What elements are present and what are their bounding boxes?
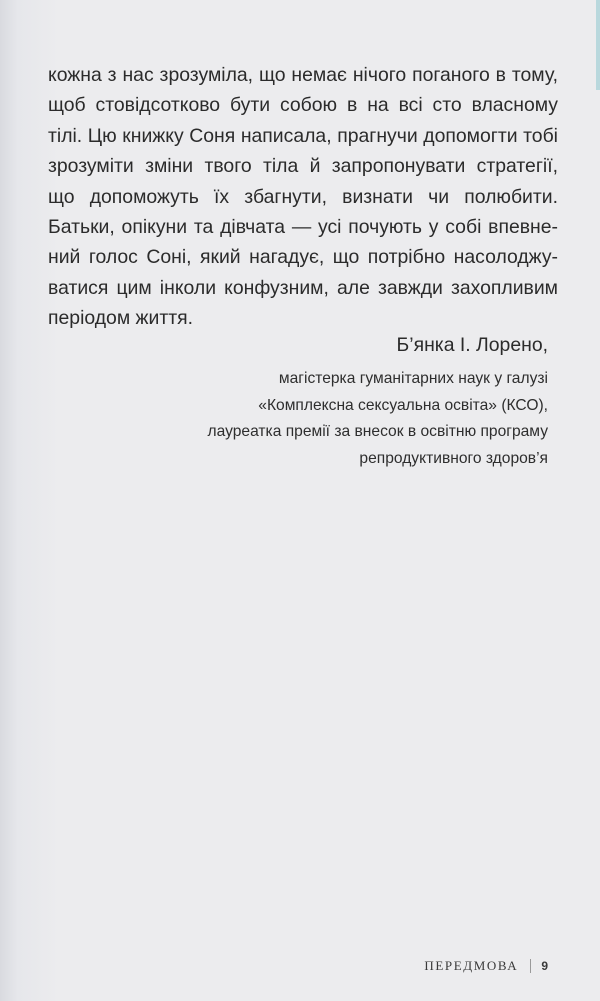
body-line: що допоможуть їх збагнути, визнати чи полюбити. (48, 185, 558, 208)
author-title-line: репродуктивного здоров’я (359, 449, 548, 467)
signature-block (208, 330, 549, 472)
body-line: щоб стовідсотково бути собою в на всі сто власному (48, 94, 558, 117)
body-line: Батьки, опікуни та дівчата — усі почують у собі впевне- (48, 216, 558, 239)
page-number: 9 (541, 959, 548, 973)
page-edge-strip (596, 0, 600, 90)
section-title: ПЕРЕДМОВА (424, 958, 519, 973)
body-line: кожна з нас зрозуміла, що немає нічого поганого в тому, (48, 64, 558, 86)
author-title-line: лауреатка премії за внесок в освітню програму (207, 423, 548, 441)
author-name: Б’янка І. Лорено, (396, 334, 548, 356)
body-paragraph (48, 60, 558, 334)
author-title-line: «Комплексна сексуальна освіта» (КСО), (258, 396, 548, 414)
footer-divider (530, 959, 531, 973)
body-line: періодом життя. (48, 307, 194, 330)
body-line: ний голос Соні, який нагадує, що потрібно насолоджу- (48, 246, 558, 269)
author-title-line: магістерка гуманітарних наук у галузі (278, 370, 548, 387)
page-footer (424, 958, 548, 974)
body-line: тілі. Цю книжку Соня написала, прагнучи допомогти тобі (48, 124, 558, 147)
body-line: зрозуміти зміни твого тіла й запропонувати стратегії, (48, 155, 558, 178)
body-line: ватися цим інколи конфузним, але завжди захопливим (48, 276, 558, 299)
